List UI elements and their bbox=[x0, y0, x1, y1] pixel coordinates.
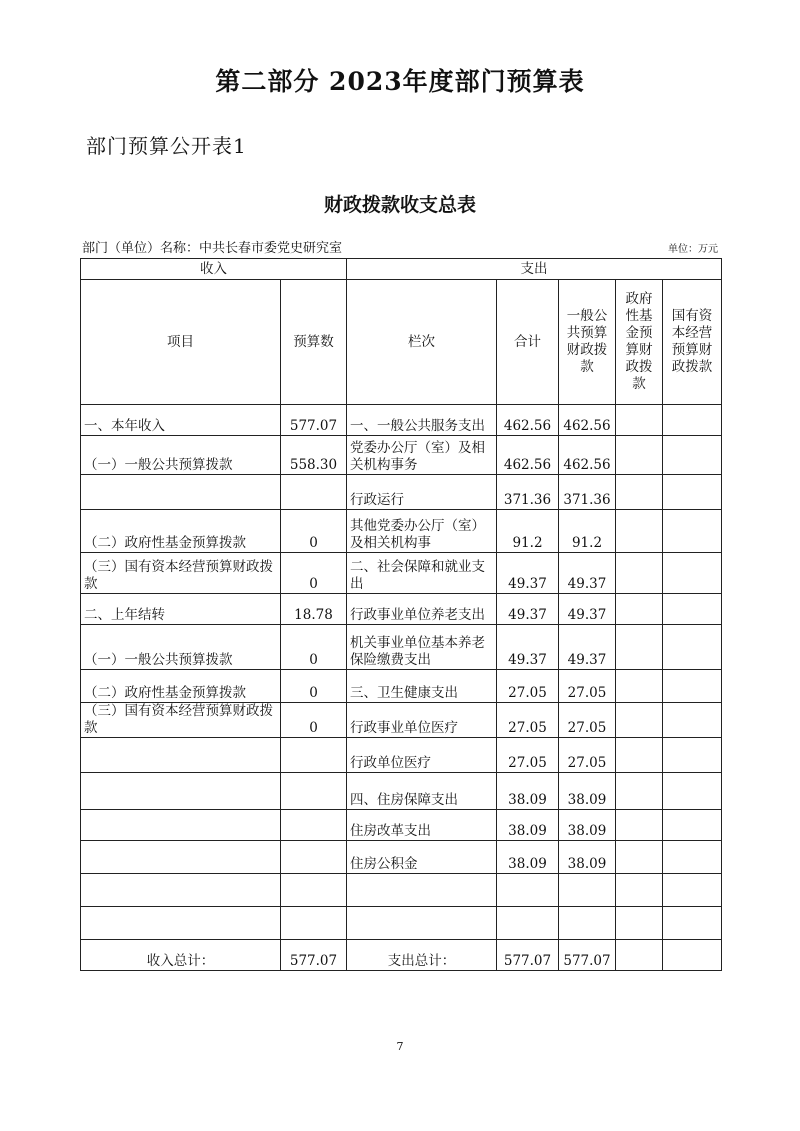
general-amount: 27.05 bbox=[559, 738, 616, 773]
expense-item: 机关事业单位基本养老保险缴费支出 bbox=[347, 625, 497, 670]
table-row bbox=[81, 773, 722, 810]
fund-amount bbox=[616, 594, 663, 625]
budget-table bbox=[80, 258, 722, 971]
total-amount: 371.36 bbox=[497, 475, 559, 510]
general-amount: 462.56 bbox=[559, 405, 616, 436]
expense-item: 二、社会保障和就业支出 bbox=[347, 553, 497, 594]
table-row bbox=[81, 703, 722, 738]
total-amount bbox=[497, 874, 559, 907]
income-amount: 558.30 bbox=[281, 436, 347, 475]
total-amount: 462.56 bbox=[497, 436, 559, 475]
total-amount: 49.37 bbox=[497, 594, 559, 625]
income-amount bbox=[281, 810, 347, 841]
general-amount bbox=[559, 907, 616, 940]
expense-group-header: 支出 bbox=[347, 259, 722, 280]
col-header-general: 一般公共预算财政拨款 bbox=[559, 280, 616, 405]
fund-amount bbox=[616, 405, 663, 436]
income-total-label: 收入总计： bbox=[81, 940, 281, 971]
income-item: （一）一般公共预算拨款 bbox=[81, 625, 281, 670]
fund-amount bbox=[616, 703, 663, 738]
state-amount bbox=[663, 475, 722, 510]
expense-item bbox=[347, 907, 497, 940]
fund-amount bbox=[616, 436, 663, 475]
income-item: （一）一般公共预算拨款 bbox=[81, 436, 281, 475]
total-amount: 27.05 bbox=[497, 738, 559, 773]
general-amount: 49.37 bbox=[559, 594, 616, 625]
total-amount: 49.37 bbox=[497, 553, 559, 594]
col-header-budget: 预算数 bbox=[281, 280, 347, 405]
expense-total-label: 支出总计： bbox=[347, 940, 497, 971]
unit-label: 单位：万元 bbox=[668, 244, 718, 255]
state-amount bbox=[663, 510, 722, 553]
income-item bbox=[81, 841, 281, 874]
total-amount: 27.05 bbox=[497, 703, 559, 738]
col-header-category: 栏次 bbox=[347, 280, 497, 405]
income-item: 二、上年结转 bbox=[81, 594, 281, 625]
income-item bbox=[81, 810, 281, 841]
expense-item: 行政事业单位养老支出 bbox=[347, 594, 497, 625]
income-item bbox=[81, 738, 281, 773]
income-item bbox=[81, 874, 281, 907]
state-amount bbox=[663, 553, 722, 594]
table-row bbox=[81, 553, 722, 594]
general-amount: 49.37 bbox=[559, 625, 616, 670]
table-row bbox=[81, 874, 722, 907]
general-amount: 49.37 bbox=[559, 553, 616, 594]
expense-item: 四、住房保障支出 bbox=[347, 773, 497, 810]
income-item bbox=[81, 907, 281, 940]
state-amount bbox=[663, 874, 722, 907]
department-name: 部门（单位）名称：中共长春市委党史研究室 bbox=[82, 241, 343, 256]
income-amount bbox=[281, 773, 347, 810]
fund-amount bbox=[616, 773, 663, 810]
fund-amount bbox=[616, 738, 663, 773]
income-group-header: 收入 bbox=[81, 259, 347, 280]
income-amount bbox=[281, 907, 347, 940]
section-title: 部门预算公开表1 bbox=[86, 134, 247, 158]
state-amount bbox=[663, 594, 722, 625]
table-row bbox=[81, 670, 722, 703]
income-item bbox=[81, 773, 281, 810]
income-amount: 18.78 bbox=[281, 594, 347, 625]
general-amount: 371.36 bbox=[559, 475, 616, 510]
general-amount: 38.09 bbox=[559, 810, 616, 841]
general-amount bbox=[559, 874, 616, 907]
expense-item: 一、一般公共服务支出 bbox=[347, 405, 497, 436]
total-amount: 49.37 bbox=[497, 625, 559, 670]
grand-total-amount: 577.07 bbox=[497, 940, 559, 971]
table-row bbox=[81, 405, 722, 436]
income-item bbox=[81, 475, 281, 510]
income-item: 一、本年收入 bbox=[81, 405, 281, 436]
state-amount bbox=[663, 738, 722, 773]
income-item: （三）国有资本经营预算财政拨款 bbox=[81, 703, 281, 738]
group-header-row bbox=[81, 259, 722, 280]
general-amount: 91.2 bbox=[559, 510, 616, 553]
general-amount: 462.56 bbox=[559, 436, 616, 475]
table-row bbox=[81, 594, 722, 625]
state-amount bbox=[663, 436, 722, 475]
state-total-amount bbox=[663, 940, 722, 971]
income-amount bbox=[281, 874, 347, 907]
page-number: 7 bbox=[396, 1040, 404, 1053]
state-amount bbox=[663, 670, 722, 703]
col-header-state: 国有资本经营预算财政拨款 bbox=[663, 280, 722, 405]
income-amount: 0 bbox=[281, 553, 347, 594]
total-amount bbox=[497, 907, 559, 940]
expense-item: 其他党委办公厅（室）及相关机构事 bbox=[347, 510, 497, 553]
income-amount bbox=[281, 841, 347, 874]
income-amount: 0 bbox=[281, 670, 347, 703]
expense-item: 三、卫生健康支出 bbox=[347, 670, 497, 703]
total-amount: 38.09 bbox=[497, 810, 559, 841]
col-header-item: 项目 bbox=[81, 280, 281, 405]
page-title: 第二部分 2023年度部门预算表 bbox=[215, 67, 585, 96]
state-amount bbox=[663, 625, 722, 670]
fund-amount bbox=[616, 810, 663, 841]
state-amount bbox=[663, 703, 722, 738]
income-item: （二）政府性基金预算拨款 bbox=[81, 510, 281, 553]
income-amount: 0 bbox=[281, 703, 347, 738]
income-total-amount: 577.07 bbox=[281, 940, 347, 971]
state-amount bbox=[663, 405, 722, 436]
income-item: （二）政府性基金预算拨款 bbox=[81, 670, 281, 703]
expense-item: 行政运行 bbox=[347, 475, 497, 510]
fund-amount bbox=[616, 510, 663, 553]
expense-item: 住房公积金 bbox=[347, 841, 497, 874]
income-amount: 0 bbox=[281, 625, 347, 670]
column-header-row bbox=[81, 280, 722, 405]
state-amount bbox=[663, 773, 722, 810]
income-amount: 577.07 bbox=[281, 405, 347, 436]
income-amount bbox=[281, 738, 347, 773]
table-row bbox=[81, 738, 722, 773]
state-amount bbox=[663, 810, 722, 841]
total-amount: 38.09 bbox=[497, 841, 559, 874]
col-header-fund: 政府性基金预算财政拨款 bbox=[616, 280, 663, 405]
fund-amount bbox=[616, 907, 663, 940]
table-row bbox=[81, 907, 722, 940]
table-row bbox=[81, 436, 722, 475]
table-row bbox=[81, 510, 722, 553]
state-amount bbox=[663, 907, 722, 940]
general-amount: 27.05 bbox=[559, 670, 616, 703]
table-row bbox=[81, 625, 722, 670]
expense-item: 行政单位医疗 bbox=[347, 738, 497, 773]
expense-item: 行政事业单位医疗 bbox=[347, 703, 497, 738]
fund-amount bbox=[616, 553, 663, 594]
table-row bbox=[81, 841, 722, 874]
total-amount: 462.56 bbox=[497, 405, 559, 436]
expense-item: 住房改革支出 bbox=[347, 810, 497, 841]
totals-row bbox=[81, 940, 722, 971]
table-row bbox=[81, 810, 722, 841]
fund-amount bbox=[616, 874, 663, 907]
general-amount: 27.05 bbox=[559, 703, 616, 738]
general-amount: 38.09 bbox=[559, 773, 616, 810]
income-item: （三）国有资本经营预算财政拨款 bbox=[81, 553, 281, 594]
expense-item: 党委办公厅（室）及相关机构事务 bbox=[347, 436, 497, 475]
fund-amount bbox=[616, 841, 663, 874]
col-header-total: 合计 bbox=[497, 280, 559, 405]
table-row bbox=[81, 475, 722, 510]
general-amount: 38.09 bbox=[559, 841, 616, 874]
fund-total-amount bbox=[616, 940, 663, 971]
income-amount bbox=[281, 475, 347, 510]
general-total-amount: 577.07 bbox=[559, 940, 616, 971]
fund-amount bbox=[616, 625, 663, 670]
income-amount: 0 bbox=[281, 510, 347, 553]
table-title: 财政拨款收支总表 bbox=[323, 194, 476, 216]
state-amount bbox=[663, 841, 722, 874]
expense-item bbox=[347, 874, 497, 907]
total-amount: 38.09 bbox=[497, 773, 559, 810]
fund-amount bbox=[616, 475, 663, 510]
fund-amount bbox=[616, 670, 663, 703]
total-amount: 91.2 bbox=[497, 510, 559, 553]
total-amount: 27.05 bbox=[497, 670, 559, 703]
